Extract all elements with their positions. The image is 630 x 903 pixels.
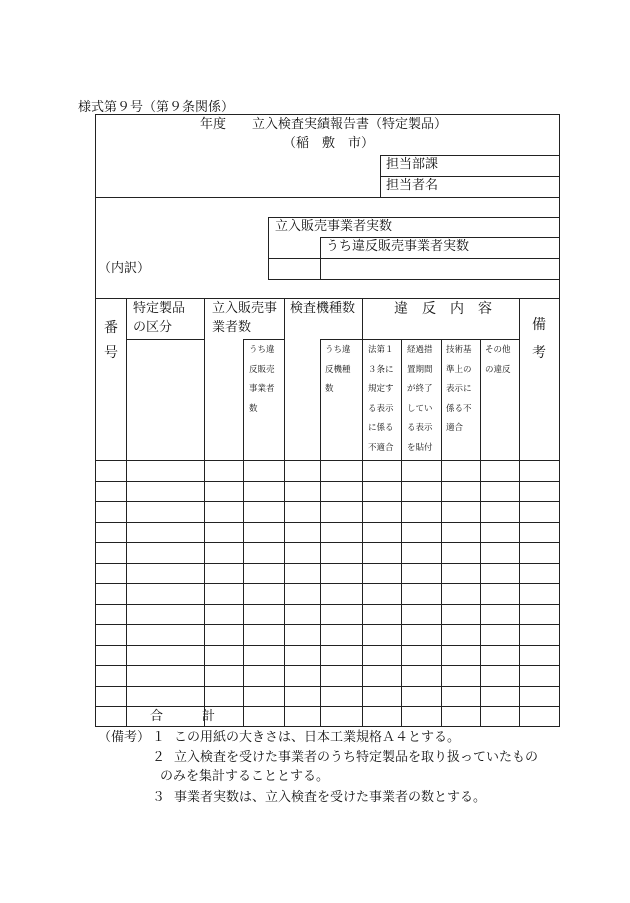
col-number-2: 号 [104,345,118,361]
total-sellers-label: 立入販売事業者実数 [275,219,393,234]
product-sub-rule [126,339,204,340]
col-models: 検査機種数 [290,301,356,316]
note-2-continuation: のみを集計することとする。 [160,769,330,784]
sub-col-rule [243,340,244,727]
summary-top-rule [268,217,559,218]
note-1-text: この用紙の大きさは、日本工業規格Ａ４とする。 [174,730,461,745]
summary-bottom-rule [268,279,559,280]
col-rule [519,298,520,727]
row-rule [95,542,559,543]
col-sellers-sub: うち違 反販売 事業者 数 [249,345,275,414]
col-sellers-2: 業者数 [212,320,252,335]
row-rule [95,501,559,502]
person-label: 担当者名 [386,178,439,193]
row-rule [95,583,559,584]
violation-sub-3: 技術基 準上の 表示に 係る不 適合 [446,345,472,433]
summary-inner-rule [320,237,321,279]
sellers-sub-rule [243,339,284,340]
violation-sub-top-rule [320,339,519,340]
col-rule-number [126,298,127,727]
col-remarks-2: 考 [532,345,546,361]
row-rule [95,624,559,625]
col-violation: 違 反 内 容 [394,301,492,317]
total-row-label: 合 計 [150,709,216,724]
summary-left-rule [268,217,269,279]
col-sellers-1: 立入販売事 [212,301,278,316]
col-models-sub: うち違 反機種 数 [325,345,351,394]
violation-sub-2: 経過措 置期間 が終了 してい る表示 を貼付 [407,345,433,453]
row-rule [95,645,559,646]
form-label: 様式第９号（第９条関係） [78,100,235,115]
col-rule [362,298,363,727]
violation-sub-1: 法第１ ３条に 規定す る表示 に係る 不適合 [368,345,394,453]
dept-label: 担当部課 [386,157,439,172]
row-rule [95,665,559,666]
violation-sub-rule [441,340,442,727]
summary-row-rule [268,258,559,259]
note-1-num: １ [152,730,166,745]
note-3-num: ３ [152,790,166,805]
row-rule [95,604,559,605]
col-number-1: 番 [104,320,118,336]
violation-sub-4: その他 の違反 [485,345,511,375]
violation-sub-rule [401,340,402,727]
note-2-num: ２ [152,750,166,765]
row-rule [95,460,559,461]
notes-prefix: （備考） [98,730,151,745]
dept-row-top [380,155,559,156]
person-row-top [380,176,559,177]
report-title: 年度 立入検査実績報告書（特定製品） [200,117,448,132]
row-rule [95,686,559,687]
col-remarks-1: 備 [532,317,546,333]
note-3-text: 事業者実数は、立入検査を受けた事業者の数とする。 [174,790,487,805]
col-product-1: 特定製品 [133,301,186,316]
report-form-frame [95,114,560,727]
row-rule [95,563,559,564]
sub-col-rule [320,340,321,727]
row-rule [95,481,559,482]
col-product-2: の区分 [133,320,173,335]
breakdown-label: （内訳） [98,261,151,276]
row-rule [95,522,559,523]
col-rule [204,298,205,727]
violation-sub-rule [480,340,481,727]
total-row-rule [95,706,559,707]
summary-mid-rule [320,237,559,238]
note-2-text: 立入検査を受けた事業者のうち特定製品を取り扱っていたもの [174,750,539,765]
col-rule [284,298,285,727]
violation-sellers-label: うち違反販売事業者実数 [326,239,470,254]
header-bottom-rule [95,197,559,198]
city-name: （稲 敷 市） [283,136,375,151]
dept-left-rule [380,155,381,197]
table-top-rule [95,298,559,299]
